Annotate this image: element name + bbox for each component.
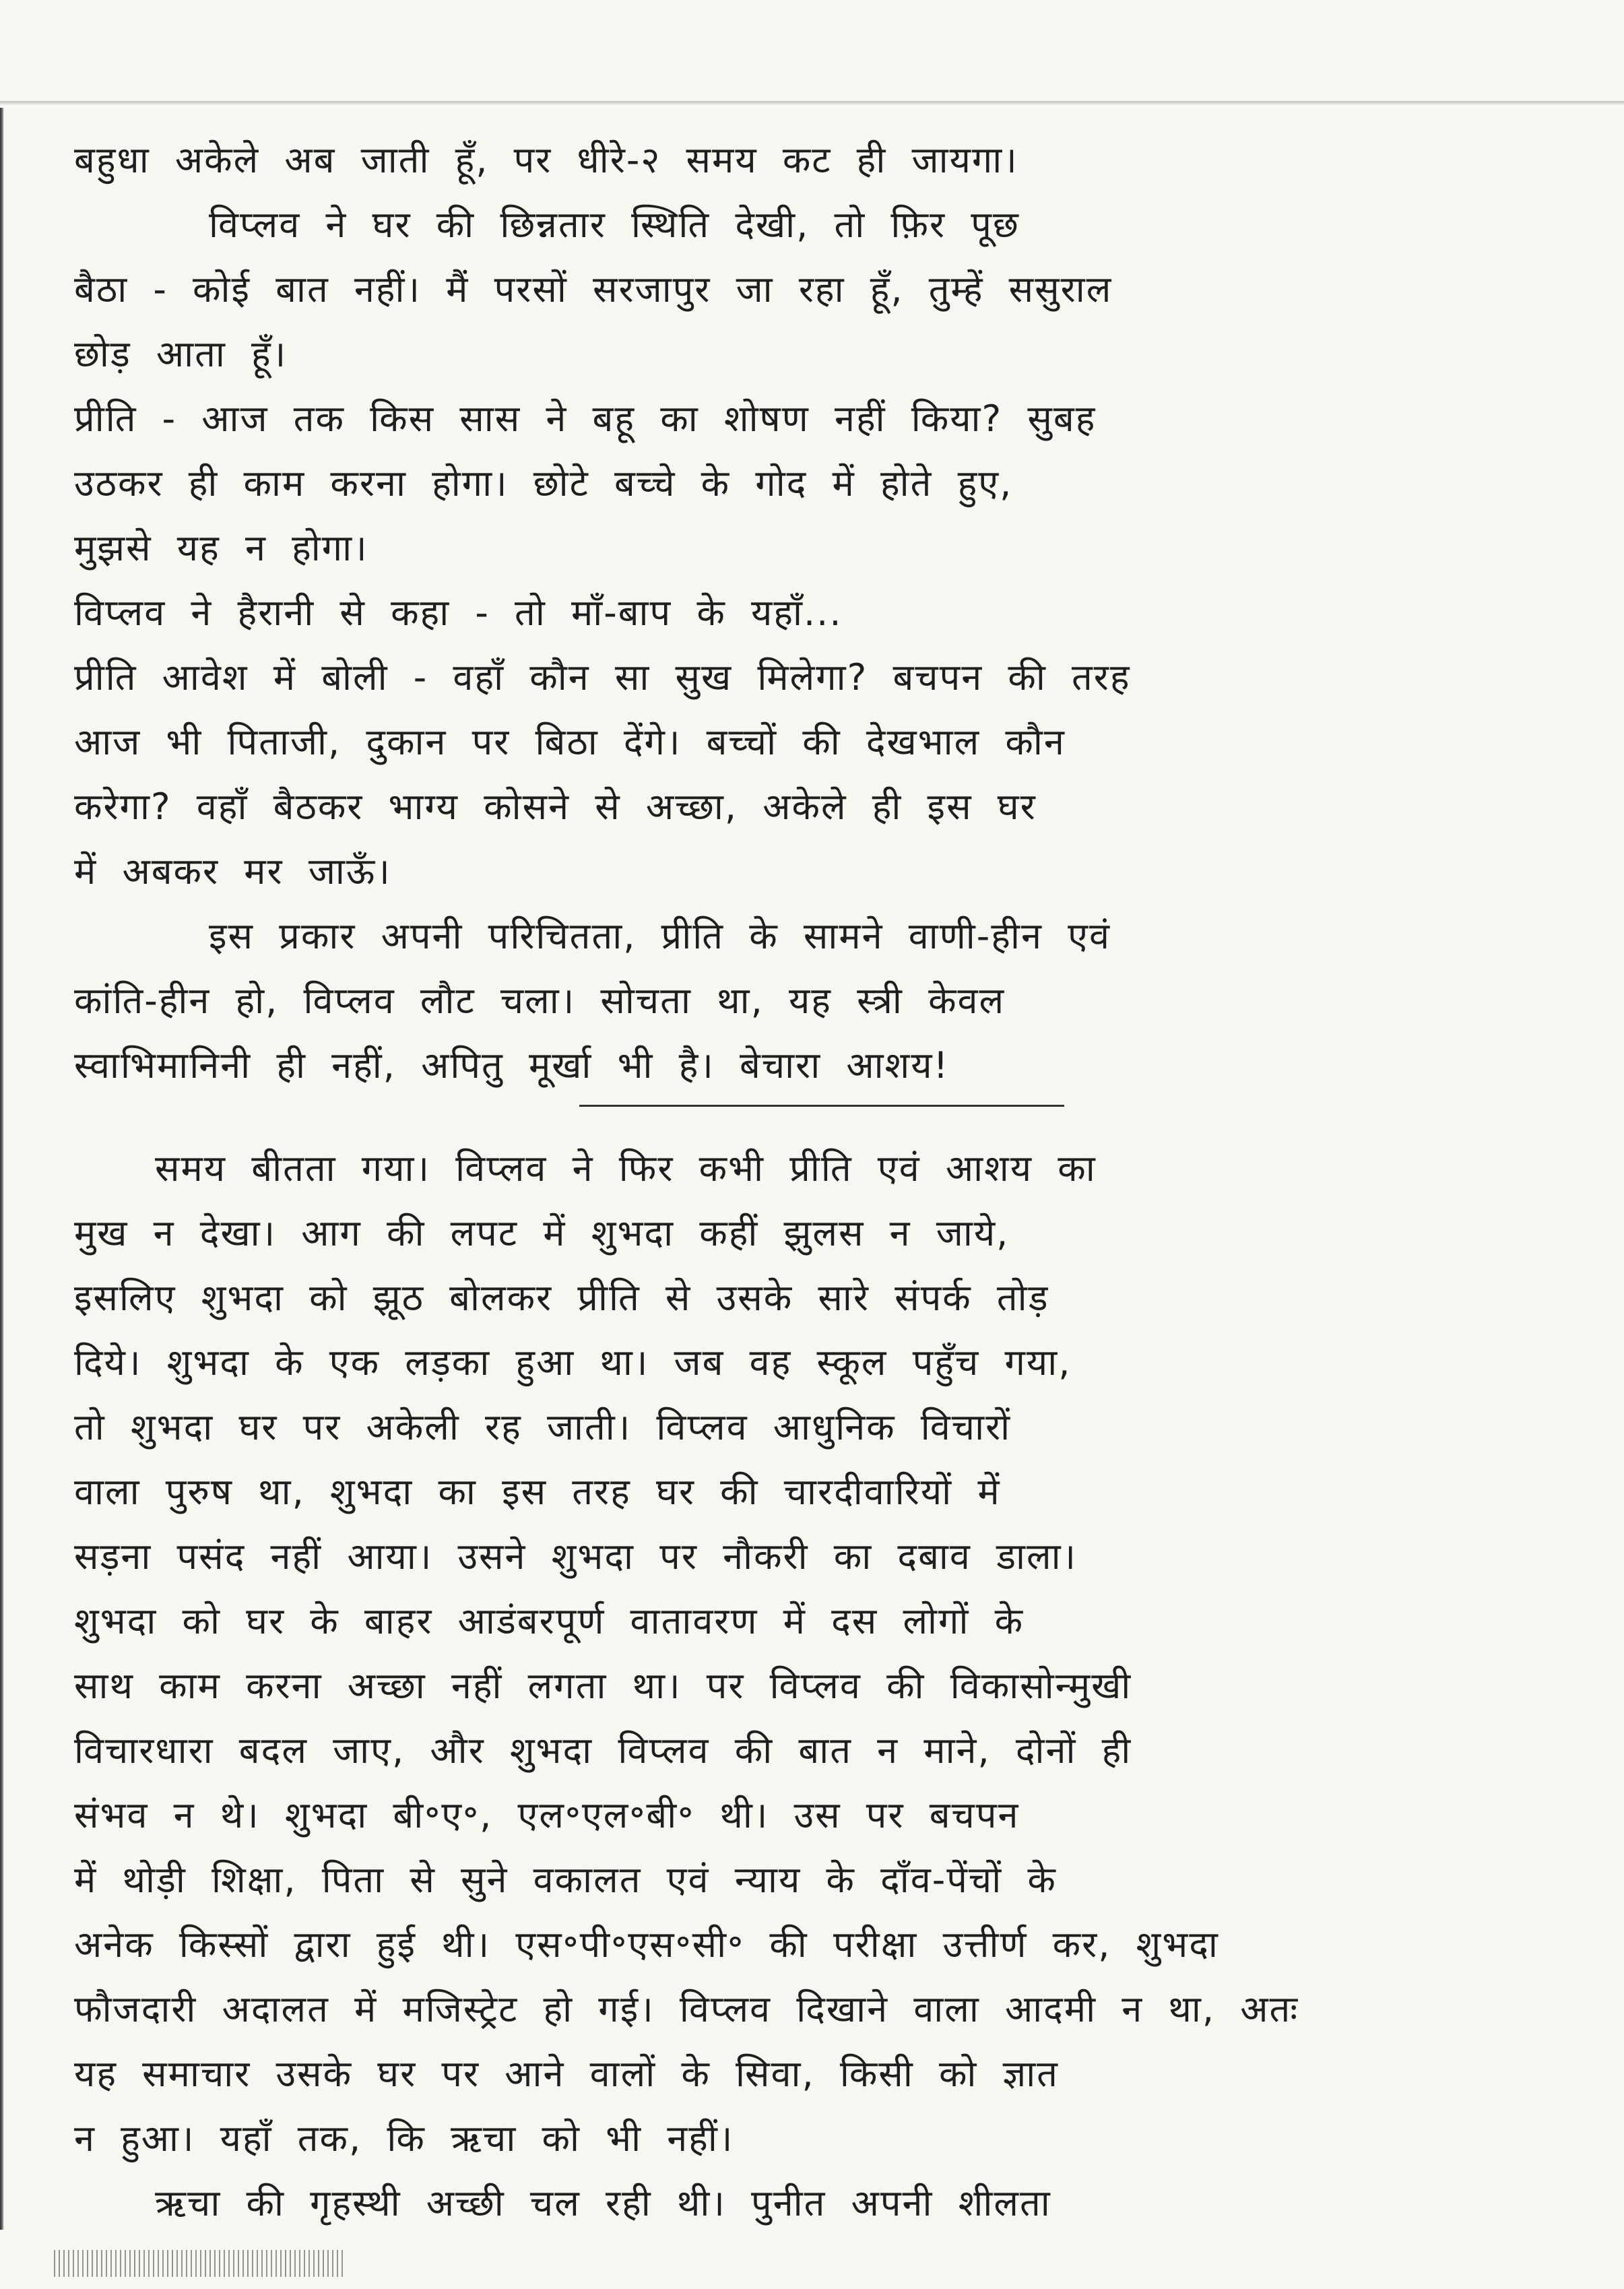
text-line: मुझसे यह न होगा। (74, 527, 368, 569)
text-line: बैठा - कोई बात नहीं। मैं परसों सरजापुर जा रहा हूँ, तुम्हें ससुराल (74, 268, 1113, 311)
text-line: आज भी पिताजी, दुकान पर बिठा देंगे। बच्चों की देखभाल कौन (74, 721, 1066, 763)
text-line: में थोड़ी शिक्षा, पिता से सुने वकालत एवं न्याय के दाँव-पेंचों के (74, 1859, 1057, 1901)
text-line: ऋचा की गृहस्थी अच्छी चल रही थी। पुनीत अपनी शीलता (155, 2182, 1051, 2224)
paragraph-block-1 (74, 135, 1569, 1091)
scan-left-edge (0, 108, 4, 2230)
text-line: तो शुभदा घर पर अकेली रह जाती। विप्लव आधुनिक विचारों (74, 1406, 1012, 1448)
text-line: सड़ना पसंद नहीं आया। उसने शुभदा पर नौकरी का दबाव डाला। (74, 1535, 1078, 1578)
text-line: इस प्रकार अपनी परिचितता, प्रीति के सामने वाणी-हीन एवं (209, 915, 1111, 957)
text-line: करेगा? वहाँ बैठकर भाग्य कोसने से अच्छा, अकेले ही इस घर (74, 785, 1037, 828)
manuscript-page (74, 135, 1569, 2243)
text-line: शुभदा को घर के बाहर आडंबरपूर्ण वातावरण में दस लोगों के (74, 1600, 1025, 1642)
text-line: में अबकर मर जाऊँ। (74, 850, 391, 893)
text-line: स्वाभिमानिनी ही नहीं, अपितु मूर्खा भी है। बेचारा आशय! (74, 1044, 950, 1087)
text-line: न हुआ। यहाँ तक, कि ऋचा को भी नहीं। (74, 2117, 734, 2160)
text-line: यह समाचार उसके घर पर आने वालों के सिवा, किसी को ज्ञात (74, 2053, 1059, 2095)
text-line: फौजदारी अदालत में मजिस्ट्रेट हो गई। विप्लव दिखाने वाला आदमी न था, अतः (74, 1988, 1299, 2030)
text-line: दिये। शुभदा के एक लड़का हुआ था। जब वह स्कूल पहुँच गया, (74, 1341, 1072, 1384)
text-line: कांति-हीन हो, विप्लव लौट चला। सोचता था, यह स्त्री केवल (74, 979, 1006, 1022)
text-line: विप्लव ने घर की छिन्नतार स्थिति देखी, तो फ़िर पूछ (209, 203, 1020, 246)
text-line: विचारधारा बदल जाए, और शुभदा विप्लव की बात न माने, दोनों ही (74, 1729, 1132, 1772)
paragraph-block-2 (74, 1143, 1569, 2228)
text-line: समय बीतता गया। विप्लव ने फिर कभी प्रीति एवं आशय का (155, 1147, 1097, 1190)
text-line: संभव न थे। शुभदा बी॰ए॰, एल॰एल॰बी॰ थी। उस पर बचपन (74, 1794, 1020, 1836)
text-line: बहुधा अकेले अब जाती हूँ, पर धीरे-२ समय कट ही जायगा। (74, 139, 1018, 181)
scan-top-edge (0, 101, 1624, 105)
text-line: प्रीति आवेश में बोली - वहाँ कौन सा सुख मिलेगा? बचपन की तरह (74, 656, 1131, 699)
text-line: अनेक किस्सों द्वारा हुई थी। एस॰पी॰एस॰सी॰ की परीक्षा उत्तीर्ण कर, शुभदा (74, 1923, 1219, 1966)
text-line: छोड़ आता हूँ। (74, 333, 288, 375)
text-line: मुख न देखा। आग की लपट में शुभदा कहीं झुलस न जाये, (74, 1212, 1010, 1254)
text-line: वाला पुरुष था, शुभदा का इस तरह घर की चारदीवारियों में (74, 1471, 1001, 1513)
text-line: उठकर ही काम करना होगा। छोटे बच्चे के गोद में होते हुए, (74, 462, 1013, 505)
scan-noise (54, 2250, 344, 2277)
text-line: प्रीति - आज तक किस सास ने बहू का शोषण नहीं किया? सुबह (74, 397, 1097, 440)
text-line: विप्लव ने हैरानी से कहा - तो माँ-बाप के यहाँ... (74, 591, 843, 634)
text-line: इसलिए शुभदा को झूठ बोलकर प्रीति से उसके सारे संपर्क तोड़ (74, 1277, 1049, 1319)
section-divider (579, 1105, 1064, 1107)
text-line: साथ काम करना अच्छा नहीं लगता था। पर विप्लव की विकासोन्मुखी (74, 1665, 1132, 1707)
